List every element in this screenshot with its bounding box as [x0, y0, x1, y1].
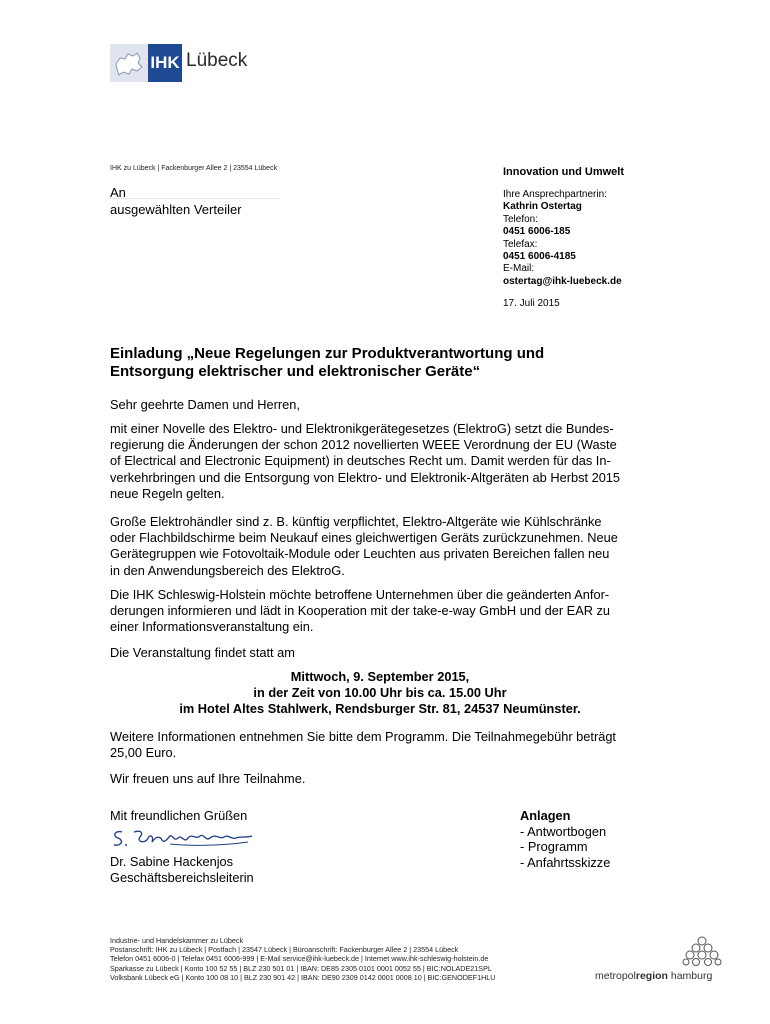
paragraph-line: einer Informationsveranstaltung ein. — [110, 619, 314, 635]
signer-title: Geschäftsbereichsleiterin — [110, 870, 254, 885]
schleswig-holstein-map-icon — [110, 44, 148, 82]
metropolregion-text — [595, 970, 712, 982]
handwritten-signature — [110, 824, 260, 854]
event-time: in der Zeit von 10.00 Uhr bis ca. 15.00 Uhr — [253, 685, 507, 701]
department: Innovation und Umwelt — [503, 166, 624, 178]
paragraph-line: Große Elektrohändler sind z. B. künftig verpflichtet, Elektro-Altgeräte wie Kühlschränke — [110, 514, 602, 529]
recipient-block — [110, 184, 242, 218]
paragraph-line: Gerätegruppen wie Fotovoltaik-Module oder Leuchten aus privaten Bereichen fallen neu — [110, 546, 610, 562]
letter-date: 17. Juli 2015 — [503, 298, 560, 309]
footer — [110, 936, 590, 982]
fax-number: 0451 6006-4185 — [503, 251, 576, 263]
event-details — [110, 669, 650, 718]
closing: Mit freundlichen Grüßen — [110, 808, 248, 823]
signer-name: Dr. Sabine Hackenjos — [110, 854, 234, 869]
venue-intro: Die Veranstaltung findet statt am — [110, 645, 295, 660]
sender-line: IHK zu Lübeck | Fackenburger Allee 2 | 23554 Lübeck — [110, 165, 278, 172]
recipient-divider — [110, 198, 280, 199]
paragraph-line: mit einer Novelle des Elektro- und Elektronikgerätegesetzes (ElektroG) setzt die Bundes- — [110, 421, 614, 436]
paragraph-4 — [110, 729, 650, 761]
footer-line: Telefon 0451 6006-0 | Telefax 0451 6006-999 | E-Mail service@ihk-luebeck.de | Internet www.ihk-schleswig-holstein.de — [110, 954, 489, 964]
paragraph-line: neue Regeln gelten. — [110, 485, 225, 501]
contact-block — [503, 189, 622, 288]
paragraph-2 — [110, 514, 650, 579]
footer-line: Sparkasse zu Lübeck | Konto 100 52 55 | BLZ 230 501 01 | IBAN: DE85 2305 0101 0001 0052 55 | BIC:NOLADE21SPL — [110, 963, 492, 973]
recipient-line-2: ausgewählten Verteiler — [110, 202, 242, 217]
region-text: region — [635, 970, 668, 982]
paragraph-line: verkehrbringen und die Entsorgung von Elektro- und Elektronik-Altgeräten ab Herbst 2015 — [110, 469, 621, 485]
paragraph-3 — [110, 587, 650, 636]
contact-label: Ihre Ansprechpartnerin: — [503, 189, 607, 200]
paragraph-line: of Electrical and Electronic Equipment) in deutsches Recht um. Damit werden für das In- — [110, 453, 611, 469]
footer-line: Postanschrift: IHK zu Lübeck | Postfach | 23547 Lübeck | Büroanschrift: Fackenburger Allee 2 | 23554 Lübeck — [110, 945, 459, 955]
paragraph-line: Weitere Informationen entnehmen Sie bitte dem Programm. Die Teilnahmegebühr beträgt — [110, 729, 616, 744]
footer-line: Volksbank Lübeck eG | Konto 100 08 10 | BLZ 230 901 42 | IBAN: DE90 2309 0142 0001 0008 10 | BIC:GENODEF1HLU — [110, 972, 496, 982]
paragraph-5: Wir freuen uns auf Ihre Teilnahme. — [110, 771, 306, 786]
footer-line: Industrie- und Handelskammer zu Lübeck — [110, 936, 244, 945]
signer-block — [110, 854, 254, 886]
fax-label: Telefax: — [503, 238, 538, 250]
attachment-item: - Programm — [520, 839, 588, 854]
logo-ihk-text: IHK — [148, 44, 182, 82]
email-address[interactable]: ostertag@ihk-luebeck.de — [503, 275, 622, 287]
salutation: Sehr geehrte Damen und Herren, — [110, 397, 300, 412]
logo-city-text: Lübeck — [186, 50, 248, 71]
hamburg-text: hamburg — [667, 970, 713, 982]
ihk-luebeck-logo — [110, 44, 270, 86]
metropolregion-logo — [595, 935, 735, 987]
contact-name: Kathrin Ostertag — [503, 201, 582, 213]
attachment-item: - Antwortbogen — [520, 823, 607, 839]
subject-line-1: Einladung „Neue Regelungen zur Produktverantwortung und — [110, 345, 545, 362]
paragraph-line: in den Anwendungsbereich des ElektroG. — [110, 562, 345, 578]
metropolregion-emblem-icon — [682, 935, 722, 967]
paragraph-line: oder Flachbildschirme beim Neukauf eines gleichwertigen Geräts zurückzunehmen. Neue — [110, 530, 618, 546]
paragraph-1 — [110, 421, 650, 502]
metropol-text: metropol — [595, 970, 636, 982]
phone-label: Telefon: — [503, 213, 539, 225]
attachments — [520, 808, 610, 870]
event-location: im Hotel Altes Stahlwerk, Rendsburger Str. 81, 24537 Neumünster. — [179, 701, 581, 717]
subject — [110, 345, 650, 381]
email-label: E-Mail: — [503, 263, 535, 275]
paragraph-line: regierung die Änderungen der schon 2012 novellierten WEEE Verordnung der EU (Waste — [110, 437, 617, 453]
attachments-title: Anlagen — [520, 808, 571, 823]
phone-number: 0451 6006-185 — [503, 226, 571, 238]
attachment-item: - Anfahrtsskizze — [520, 854, 611, 870]
recipient-line-1: An — [110, 185, 126, 200]
paragraph-line: Die IHK Schleswig-Holstein möchte betroffene Unternehmen über die geänderten Anfor- — [110, 587, 610, 602]
subject-line-2: Entsorgung elektrischer und elektronischer Geräte“ — [110, 363, 481, 380]
event-date: Mittwoch, 9. September 2015, — [290, 669, 470, 684]
paragraph-line: derungen informieren und lädt in Kooperation mit der take-e-way GmbH und der EAR zu — [110, 603, 611, 619]
paragraph-line: 25,00 Euro. — [110, 745, 177, 761]
